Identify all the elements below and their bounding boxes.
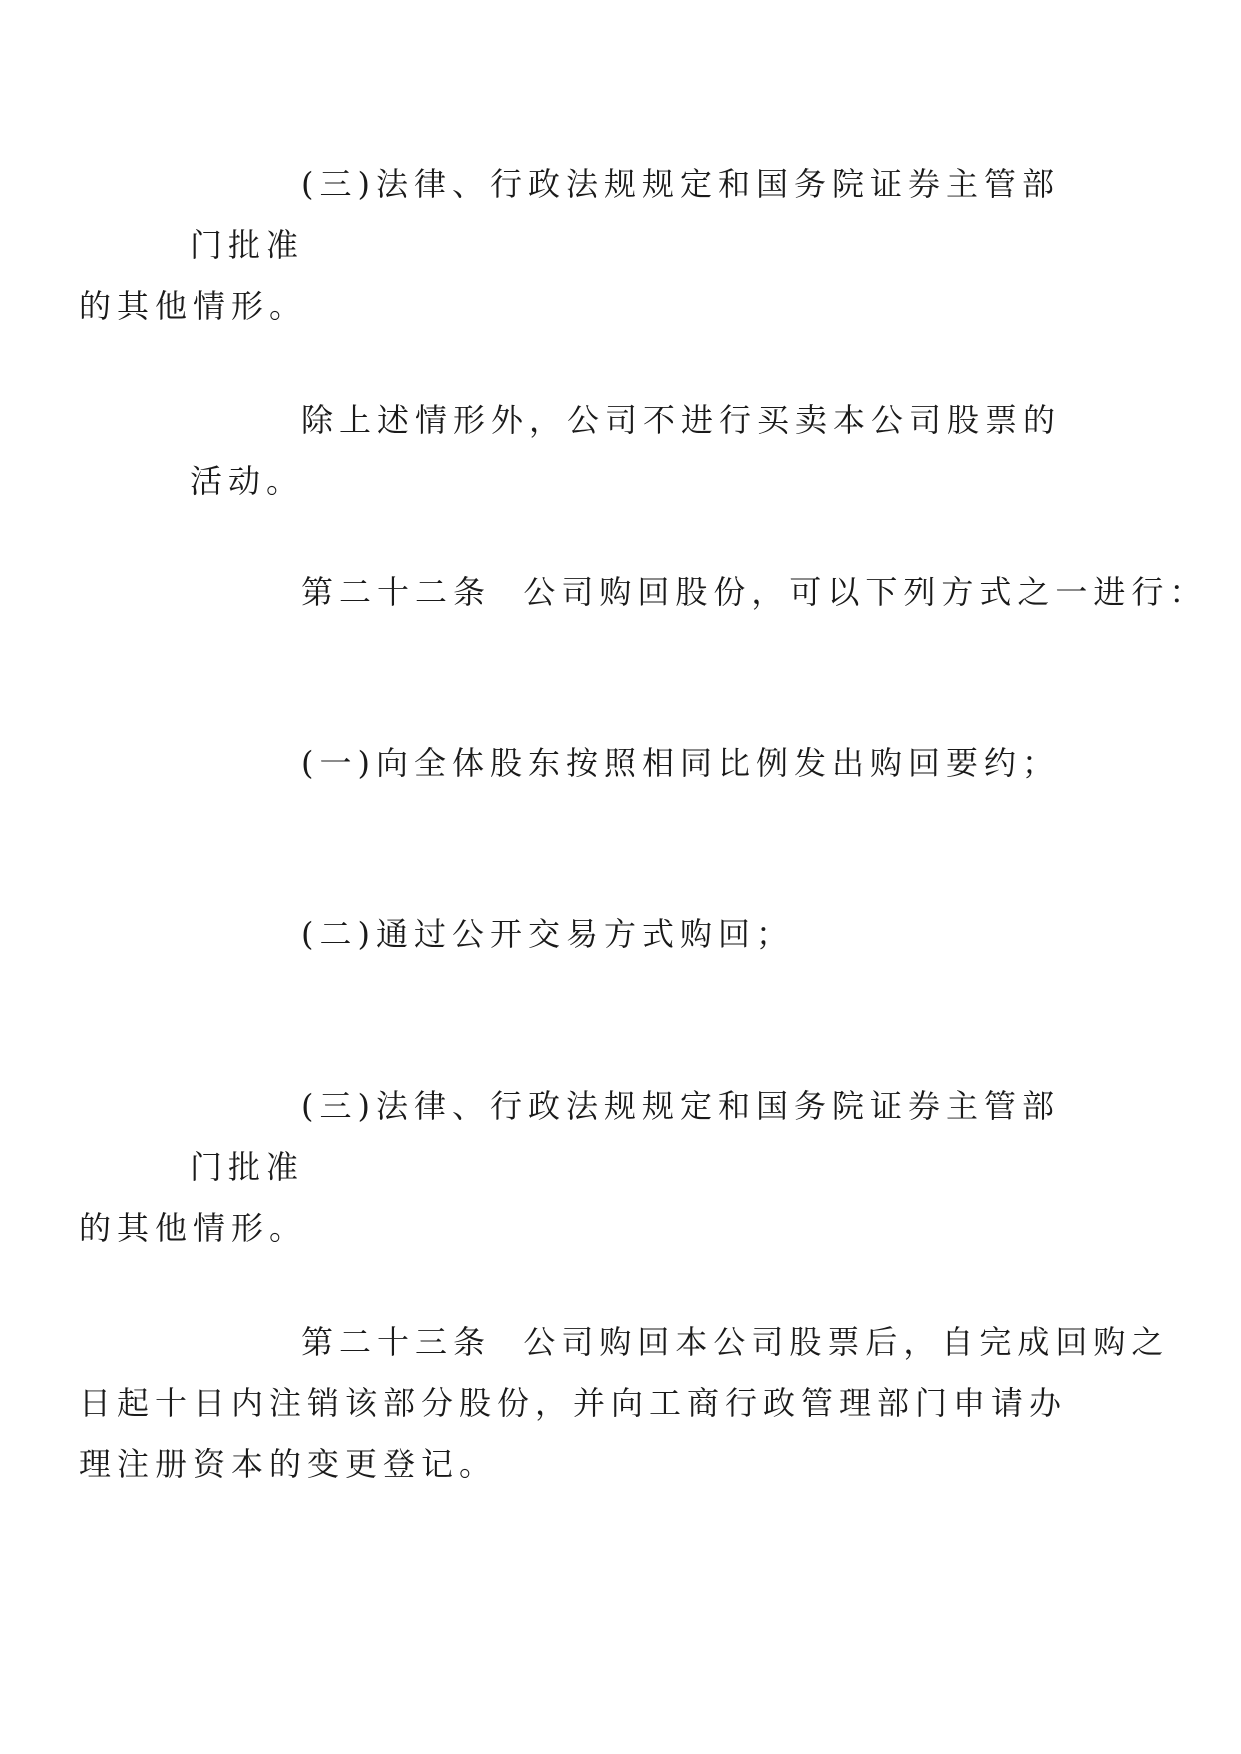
paragraph-line: 第二十三条 公司购回本公司股票后，自完成回购之 — [301, 1323, 1170, 1361]
paragraph-item-1 — [190, 733, 1070, 794]
paragraph-item-2 — [190, 904, 1070, 965]
paragraph-other-circumstances — [79, 154, 1070, 337]
paragraph-article-22 — [190, 562, 1208, 623]
paragraph-line: 理注册资本的变更登记。 — [79, 1445, 498, 1483]
paragraph-line: (二)通过公开交易方式购回； — [301, 915, 794, 953]
paragraph-line: 除上述情形外，公司不进行买卖本公司股票的活动。 — [190, 401, 1062, 500]
paragraph-line: 日起十日内注销该部分股份，并向工商行政管理部门申请办 — [79, 1384, 1068, 1422]
paragraph-line: (一)向全体股东按照相同比例发出购回要约； — [301, 744, 1060, 782]
paragraph-no-trading — [190, 390, 1070, 512]
paragraph-line: 的其他情形。 — [79, 287, 308, 325]
paragraph-line: 的其他情形。 — [79, 1209, 308, 1247]
paragraph-article-23 — [79, 1312, 1170, 1495]
paragraph-item-3 — [79, 1076, 1070, 1259]
paragraph-line: (三)法律、行政法规规定和国务院证券主管部门批准 — [190, 1087, 1060, 1186]
paragraph-line: (三)法律、行政法规规定和国务院证券主管部门批准 — [190, 165, 1060, 264]
paragraph-line: 第二十二条 公司购回股份，可以下列方式之一进行： — [301, 573, 1208, 611]
